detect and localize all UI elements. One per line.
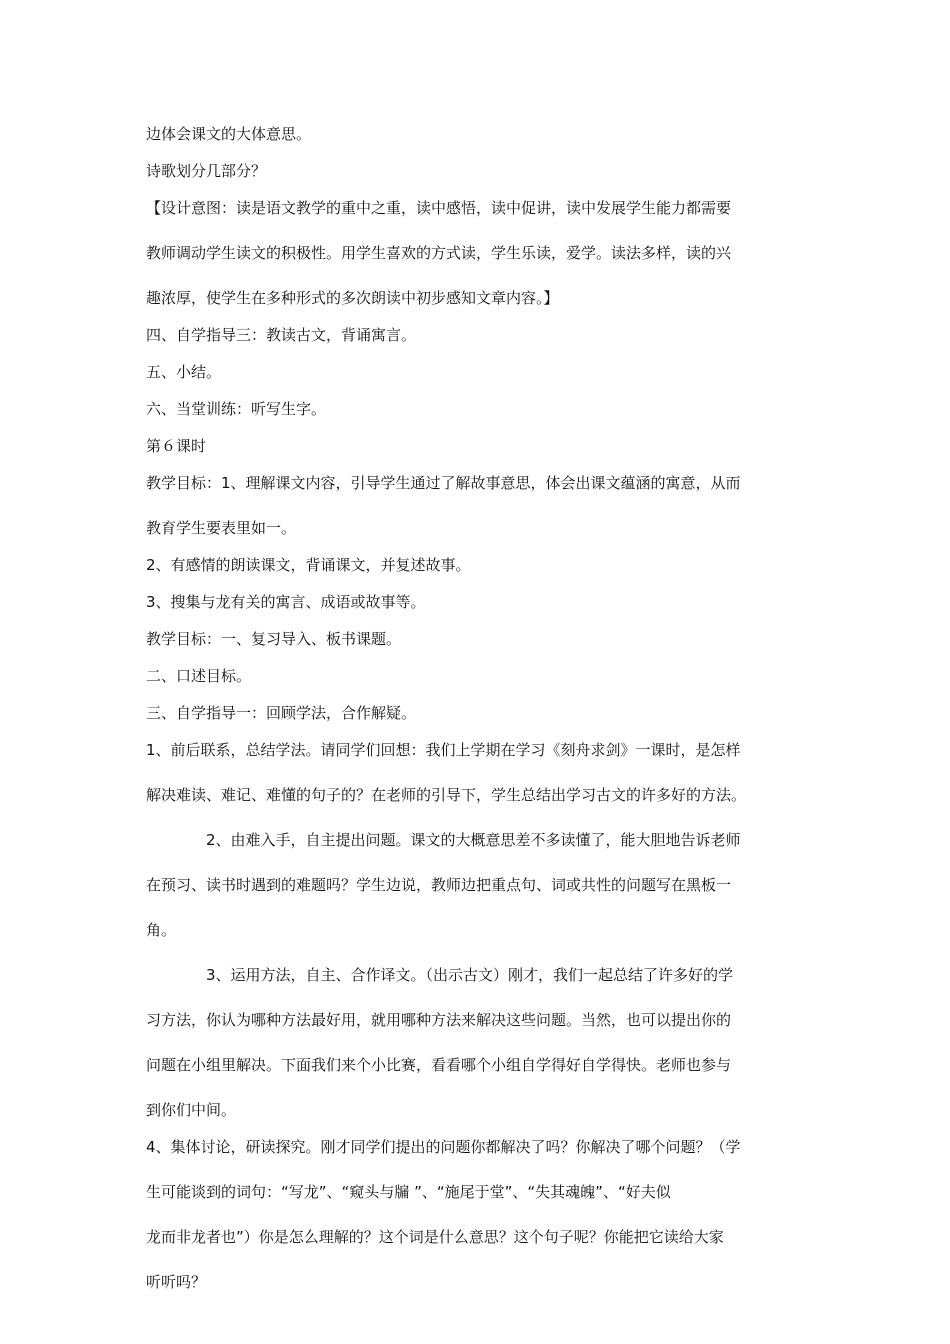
text-line: 边体会课文的大体意思。 [146,125,312,143]
text-line: 听听吗？ [146,1273,207,1291]
document-body [146,122,806,1294]
text-line: 【设计意图：读是语文教学的重中之重，读中感悟，读中促讲，读中发展学生能力都需要 [146,199,732,217]
text-line: 五、小结。 [146,363,222,381]
text-line: 四、自学指导三：教读古文，背诵寓言。 [146,326,417,344]
text-line: 教学目标：一、复习导入、板书课题。 [146,630,402,648]
text-line: 在预习、读书时遇到的难题吗？学生边说，教师边把重点句、词或共性的问题写在黑板一 [146,876,732,894]
text-line: 三、自学指导一：回顾学法，合作解疑。 [146,704,417,722]
text-line: 趣浓厚，使学生在多种形式的多次朗读中初步感知文章内容。】 [146,289,559,307]
text-line: 3、搜集与龙有关的寓言、成语或故事等。 [146,593,426,611]
text-line: 解决难读、难记、难懂的句子的？在老师的引导下，学生总结出学习古文的许多好的方法。 [146,786,747,804]
text-line: 到你们中间。 [146,1101,237,1119]
text-line: 教育学生要表里如一。 [146,519,297,537]
text-line: 4、集体讨论，研读探究。刚才同学们提出的问题你都解决了吗？你解决了哪个问题？（学 [146,1138,741,1156]
text-line: 问题在小组里解决。下面我们来个小比赛，看看哪个小组自学得好自学得快。老师也参与 [146,1056,732,1074]
text-line: 六、当堂训练：听写生字。 [146,400,327,418]
text-line: 1、前后联系，总结学法。请同学们回想：我们上学期在学习《刻舟求剑》一课时，是怎样 [146,741,741,759]
text-line: 3、运用方法，自主、合作译文。（出示古文）刚才，我们一起总结了许多好的学 [206,966,734,984]
text-line: 龙而非龙者也”）你是怎么理解的？这个词是什么意思？这个句子呢？你能把它读给大家 [146,1228,724,1246]
text-line: 教学目标：1、理解课文内容，引导学生通过了解故事意思，体会出课文蕴涵的寓意，从而 [146,474,741,492]
text-line: 诗歌划分几部分？ [146,162,267,180]
text-line: 习方法，你认为哪种方法最好用，就用哪种方法来解决这些问题。当然，也可以提出你的 [146,1011,732,1029]
text-line: 教师调动学生读文的积极性。用学生喜欢的方式读，学生乐读，爱学。读法多样，读的兴 [146,244,732,262]
text-line: 2、有感情的朗读课文，背诵课文，并复述故事。 [146,556,471,574]
text-line: 第６课时 [146,437,207,455]
text-line: 生可能谈到的词句：“写龙”、“窥头与牖 ”、“施尾于堂”、“失其魂魄”、“好夫似 [146,1183,671,1201]
text-line: 角。 [146,921,177,939]
text-line: 2、由难入手，自主提出问题。课文的大概意思差不多读懂了，能大胆地告诉老师 [206,831,741,849]
text-line: 二、口述目标。 [146,667,252,685]
